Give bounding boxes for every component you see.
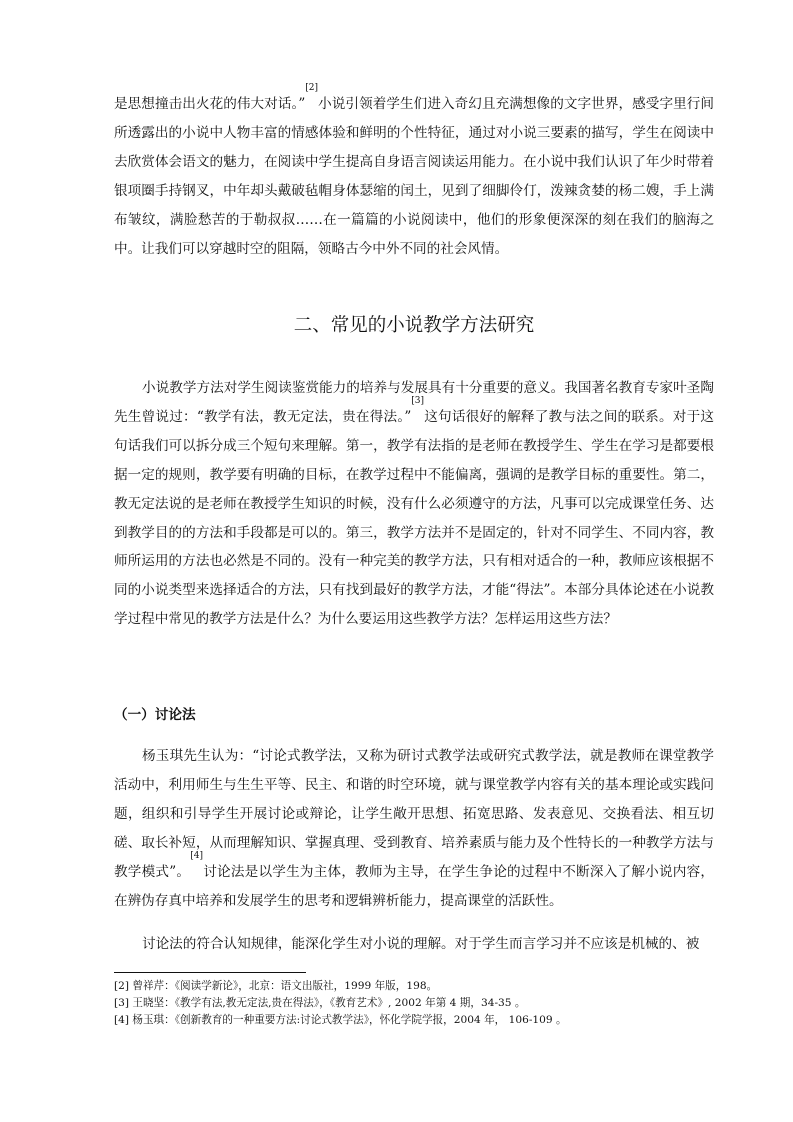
footnote-ref-3[interactable]: [3] <box>411 395 425 406</box>
footnote-ref-2[interactable]: [2] <box>305 83 319 93</box>
methods-paragraph <box>114 374 714 634</box>
subsection-title: （一）讨论法 <box>114 707 196 723</box>
discussion-text-a: 杨玉琪先生认为：“讨论式教学法，又称为研讨式教学法或研究式教学法，就是教师在课堂教学活动中，利用师生与生生平等、民主、和谐的时空环境，就与课堂教学内容有关的基本理论或实践问题，组织和引导学生开展讨论或辩论，让学生敞开思想、拓宽思路、发表意见、交换看法、相互切磋、取长补短，从而理解知识、掌握真理、受到教育、培养素质与能力及个性特长的一种教学方法与教学模式”。 <box>114 748 714 880</box>
intro-text-rest: 小说引领着学生们进入奇幻且充满想像的文字世界，感受字里行间所透露出的小说中人物丰富的情感体验和鲜明的个性特征，通过对小说三要素的描写，学生在阅读中去欣赏体会语文的魅力，在阅读中学生提高自身语言阅读运用能力。在小说中我们认识了年少时带着银项圈手持钢叉，中年却头戴破毡帽身体瑟缩的闰土，见到了细脚伶仃，泼辣贪婪的杨二嫂，手上满布皱纹，满脸愁苦的于勒叔叔……在一篇篇的小说阅读中，他们的形象便深深的刻在我们的脑海之中。让我们可以穿越时空的阻隔，领略古今中外不同的社会风情。 <box>114 96 714 257</box>
footnote-item: [4] 杨玉琪：《创新教育的一种重要方法:讨论式教学法》，怀化学院学报，2004 年， 106-109 。 <box>114 1014 567 1026</box>
intro-paragraph <box>114 83 714 263</box>
intro-text: 是思想撞击出火花的伟大对话。” <box>114 96 306 112</box>
methods-text-a: 小说教学方法对学生阅读鉴赏能力的培养与发展具有十分重要的意义。我国著名教育专家叶圣陶先生曾说过：“教学有法，教无定法，贵在得法。” <box>114 380 714 425</box>
discussion-text-b: 讨论法是以学生为主体，教师为主导，在学生争论的过程中不断深入了解小说内容，在辨伪存真中培养和发展学生的思考和逻辑辨析能力，提高课堂的活跃性。 <box>114 863 715 909</box>
methods-text-b: 这句话很好的解释了教与法之间的联系。对于这句话我们可以拆分成三个短句来理解。第一，教学有法指的是老师在教授学生、学生在学习是都要根据一定的规则，教学要有明确的目标，在教学过程中不能偏离，强调的是教学目标的重要性。第二，教无定法说的是老师在教授学生知识的时候，没有什么必须遵守的方法，凡事可以完成课堂任务、达到教学目的的方法和手段都是可以的。第三，教学方法并不是固定的，针对不同学生、不同内容，教师所运用的方法也必然是不同的。没有一种完美的教学方法，只有相对适合的一种，教师应该根据不同的小说类型来选择适合的方法，只有找到最好的教学方法，才能“得法”。本部分具体论述在小说教学过程中常见的教学方法是什么？为什么要运用这些教学方法？怎样运用这些方法？ <box>114 408 714 628</box>
footnote-divider <box>114 972 306 973</box>
last-text: 讨论法的符合认知规律，能深化学生对小说的理解。对于学生而言学习并不应该是机械的、被 <box>142 936 700 952</box>
footnote-ref-4[interactable]: [4] <box>190 850 203 861</box>
section-title: 二、常见的小说教学方法研究 <box>293 315 535 336</box>
footnote-item: [2] 曾祥芹：《阅读学新论》，北京：语文出版社，1999 年版，198。 <box>114 980 438 992</box>
last-paragraph <box>114 930 714 959</box>
footnote-list <box>114 978 714 1029</box>
discussion-paragraph <box>114 742 714 915</box>
footnote-item: [3] 王晓坚：《教学有法,教无定法,贵在得法》，《教育艺术》, 2002 年第 4 期，34-35 。 <box>114 997 526 1009</box>
